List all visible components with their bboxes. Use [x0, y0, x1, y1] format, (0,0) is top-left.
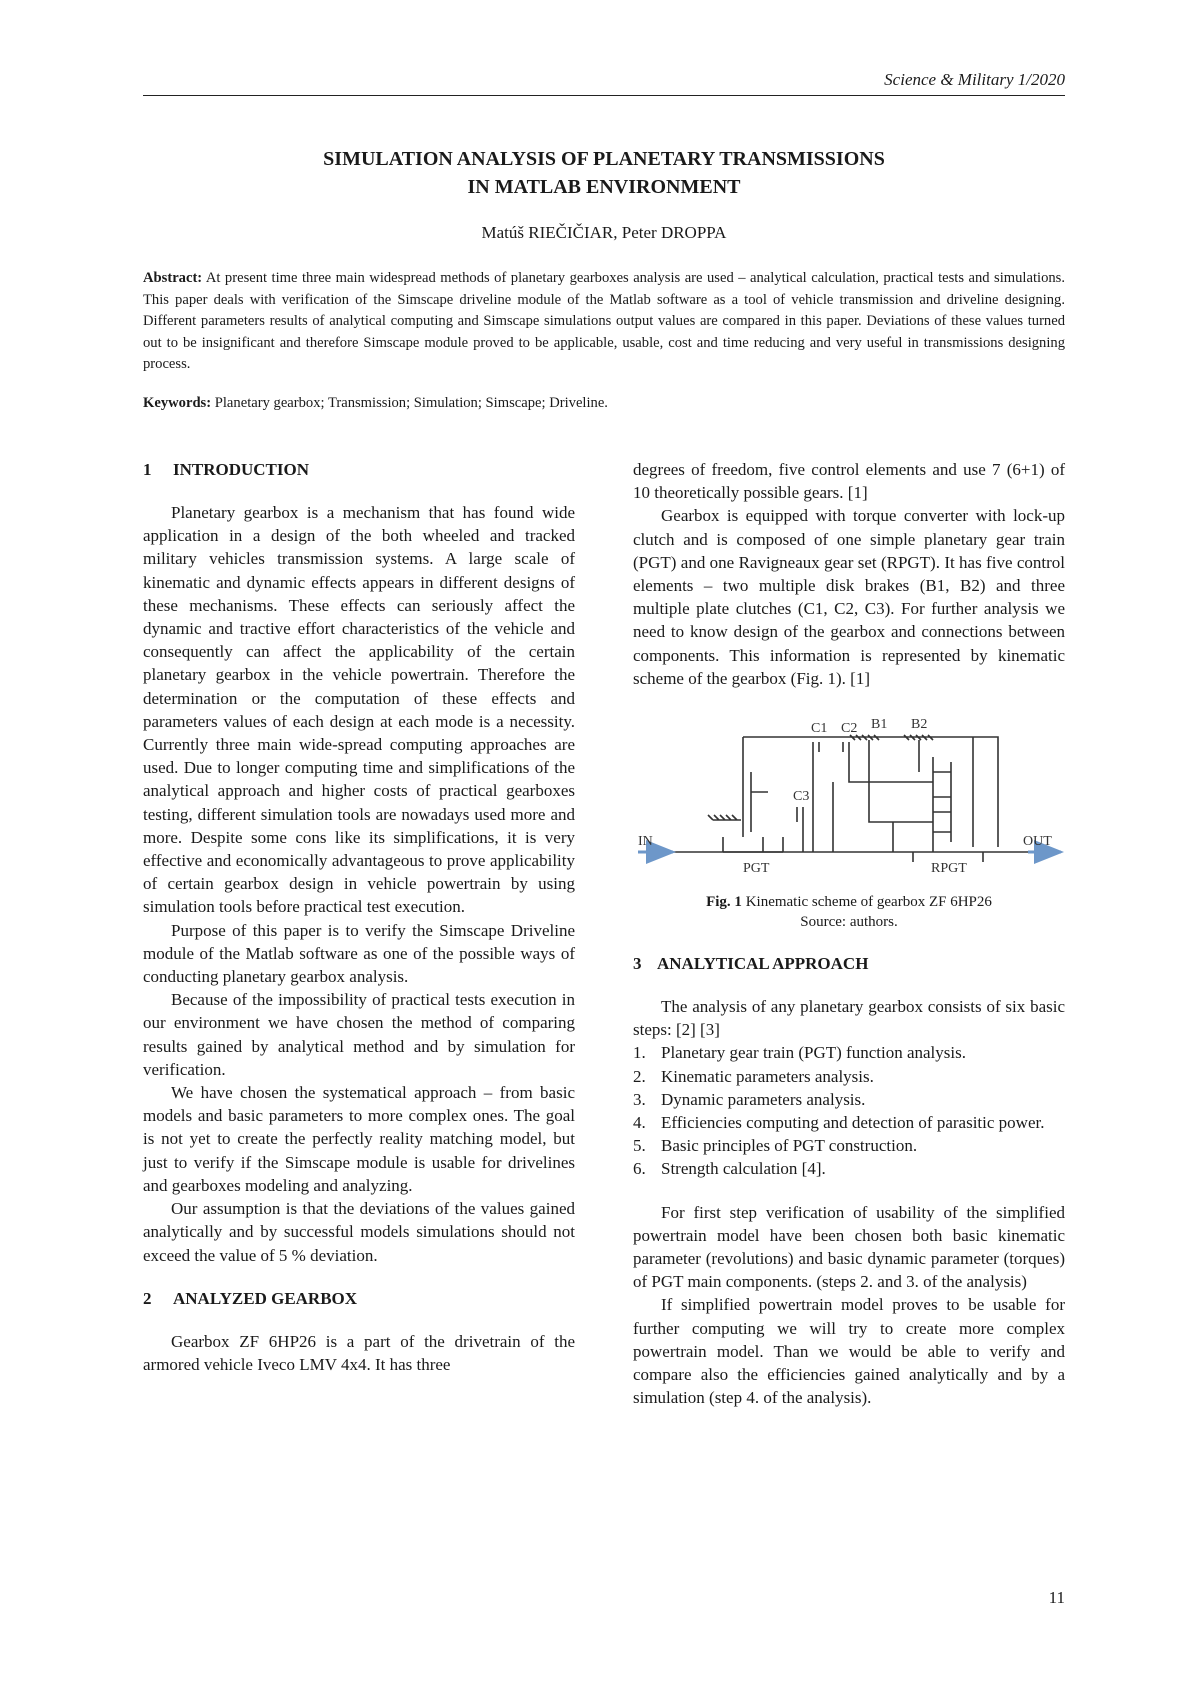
analysis-paragraph-3: If simplified powertrain model proves to be usable for further computing we will try to create more complex powertrain model. Than we would be able to verify and compare also the efficiencies gained analytically and by a simulation (step 4. of the analysis). — [633, 1295, 1065, 1408]
header-rule — [143, 95, 1065, 96]
figure-caption — [633, 892, 1065, 932]
list-item: 2. Kinematic parameters analysis. — [633, 1066, 874, 1086]
keywords-label: Keywords: — [143, 395, 212, 411]
analysis-steps-list — [633, 1041, 1065, 1180]
kinematic-scheme-diagram — [633, 712, 1065, 882]
label-c1: C1 — [811, 721, 828, 737]
authors: Matúš RIEČIČIAR, Peter DROPPA — [481, 223, 727, 242]
right-column — [633, 458, 1065, 1409]
left-column — [143, 458, 575, 1376]
section-1-title: INTRODUCTION — [173, 460, 310, 479]
section-2-number: 2 — [143, 1288, 152, 1308]
figure-caption-label: Fig. 1 — [706, 894, 742, 911]
title-line-1: SIMULATION ANALYSIS OF PLANETARY TRANSMISSIONS — [323, 148, 885, 170]
list-item: 1. Planetary gear train (PGT) function analysis. — [633, 1043, 966, 1063]
abstract-text: At present time three main widespread methods of planetary gearboxes analysis are used – analytical calculation, practical tests and simulations. This paper deals with verification of the Simscape driveline module of the Matlab software as a tool of vehicle transmission and driveline designing. Different parameters results of analytical computing and Simscape simulations output values are compared in this paper. Deviations of these values turned out to be insignificant and therefore Simscape module proved to be applicable, usable, cost and time reducing and very useful in transmissions designing process. — [143, 270, 1065, 372]
section-3-number: 3 — [633, 954, 642, 974]
running-header: Science & Military 1/2020 — [884, 70, 1065, 89]
section-2-title: ANALYZED GEARBOX — [173, 1288, 358, 1308]
paper-title — [143, 145, 1065, 201]
keywords-text: Planetary gearbox; Transmission; Simulation; Simscape; Driveline. — [214, 395, 608, 411]
keywords — [143, 395, 1065, 412]
section-1-number: 1 — [143, 460, 152, 479]
intro-paragraph-2: Purpose of this paper is to verify the Simscape Driveline module of the Matlab software as one of the possible ways of conducting planetary gearbox analysis. — [143, 920, 575, 987]
figure-1 — [633, 712, 1065, 932]
list-item: 4. Efficiencies computing and detection of parasitic power. — [633, 1113, 1045, 1133]
gearbox-paragraph-2: Gearbox is equipped with torque converter with lock-up clutch and is composed of one simple planetary gear train (PGT) and one Ravigneaux gear set (RPGT). It has five control elements – two multiple disk brakes (B1, B2) and three multiple plate clutches (C1, C2, C3). For further analysis we need to know design of the gearbox and connections between components. This information is represented by kinematic scheme of the gearbox (Fig. 1). [1] — [633, 506, 1065, 688]
section-1-heading — [143, 458, 575, 481]
page-number: 11 — [1048, 1588, 1065, 1607]
list-item: 6. Strength calculation [4]. — [633, 1159, 826, 1179]
label-c2: C2 — [841, 721, 858, 737]
title-line-2: IN MATLAB ENVIRONMENT — [467, 176, 741, 198]
figure-caption-text: Kinematic scheme of gearbox ZF 6HP26 — [745, 894, 992, 911]
label-in: IN — [638, 834, 653, 850]
gearbox-paragraph-1-cont: degrees of freedom, five control elements and use 7 (6+1) of 10 theoretically possible gears. [1] — [633, 460, 1065, 503]
list-item: 3. Dynamic parameters analysis. — [633, 1089, 866, 1109]
intro-paragraph-5: Our assumption is that the deviations of the values gained analytically and by successful models simulations should not exceed the value of 5 % deviation. — [143, 1199, 575, 1265]
intro-paragraph-1: Planetary gearbox is a mechanism that has found wide application in a design of the both wheeled and tracked military vehicles transmission systems. A large scale of kinematic and dynamic effects appears in different designs of these mechanisms. These effects can seriously affect the dynamic and tractive effort characteristics of the vehicle and consequently can affect the applicability of the certain planetary gearbox in the vehicle powertrain. Therefore the determination or the computation of these effects and parameters values of each design at each mode is a necessity. Currently three main wide-spread computing approaches are used. Due to longer computing time and simplifications of the analytical approach and higher costs of practical gearboxes testing, different simulation tools are nowadays used more and more. Despite some cons like its simplifications, it is very effective and economically advantageous to prove applicability of certain gearbox design in vehicle powertrain by using simulation tools before practical test execution. — [143, 503, 575, 917]
section-2-heading — [143, 1287, 575, 1310]
list-item: 5. Basic principles of PGT construction. — [633, 1136, 918, 1156]
section-3-title: ANALYTICAL APPROACH — [657, 954, 869, 974]
section-3-heading — [633, 952, 1065, 975]
analysis-intro: The analysis of any planetary gearbox consists of six basic steps: [2] [3] — [633, 997, 1065, 1040]
intro-paragraph-3: Because of the impossibility of practical tests execution in our environment we have chosen the method of comparing results gained by analytical method and by simulation for verification. — [143, 990, 575, 1079]
figure-source: Source: authors. — [800, 914, 898, 931]
label-out: OUT — [1023, 834, 1052, 850]
label-c3: C3 — [793, 789, 810, 805]
label-b2: B2 — [911, 717, 928, 733]
label-pgt: PGT — [743, 861, 770, 877]
abstract-label: Abstract: — [143, 270, 203, 286]
gearbox-paragraph-1-start: Gearbox ZF 6HP26 is a part of the drivetrain of the armored vehicle Iveco LMV 4x4. It has three — [143, 1331, 575, 1374]
label-rpgt: RPGT — [931, 861, 967, 877]
intro-paragraph-4: We have chosen the systematical approach – from basic models and basic parameters to more complex ones. The goal is not yet to create the perfectly reality matching model, but just to verify if the Simscape module is usable for drivelines and gearboxes modeling and analyzing. — [143, 1083, 575, 1195]
abstract — [143, 268, 1065, 376]
label-b1: B1 — [871, 717, 888, 733]
analysis-paragraph-2: For first step verification of usability of the simplified powertrain model have been chosen both basic kinematic parameter (revolutions) and basic dynamic parameter (torques) of PGT main components. (steps 2. and 3. of the analysis) — [633, 1202, 1065, 1292]
